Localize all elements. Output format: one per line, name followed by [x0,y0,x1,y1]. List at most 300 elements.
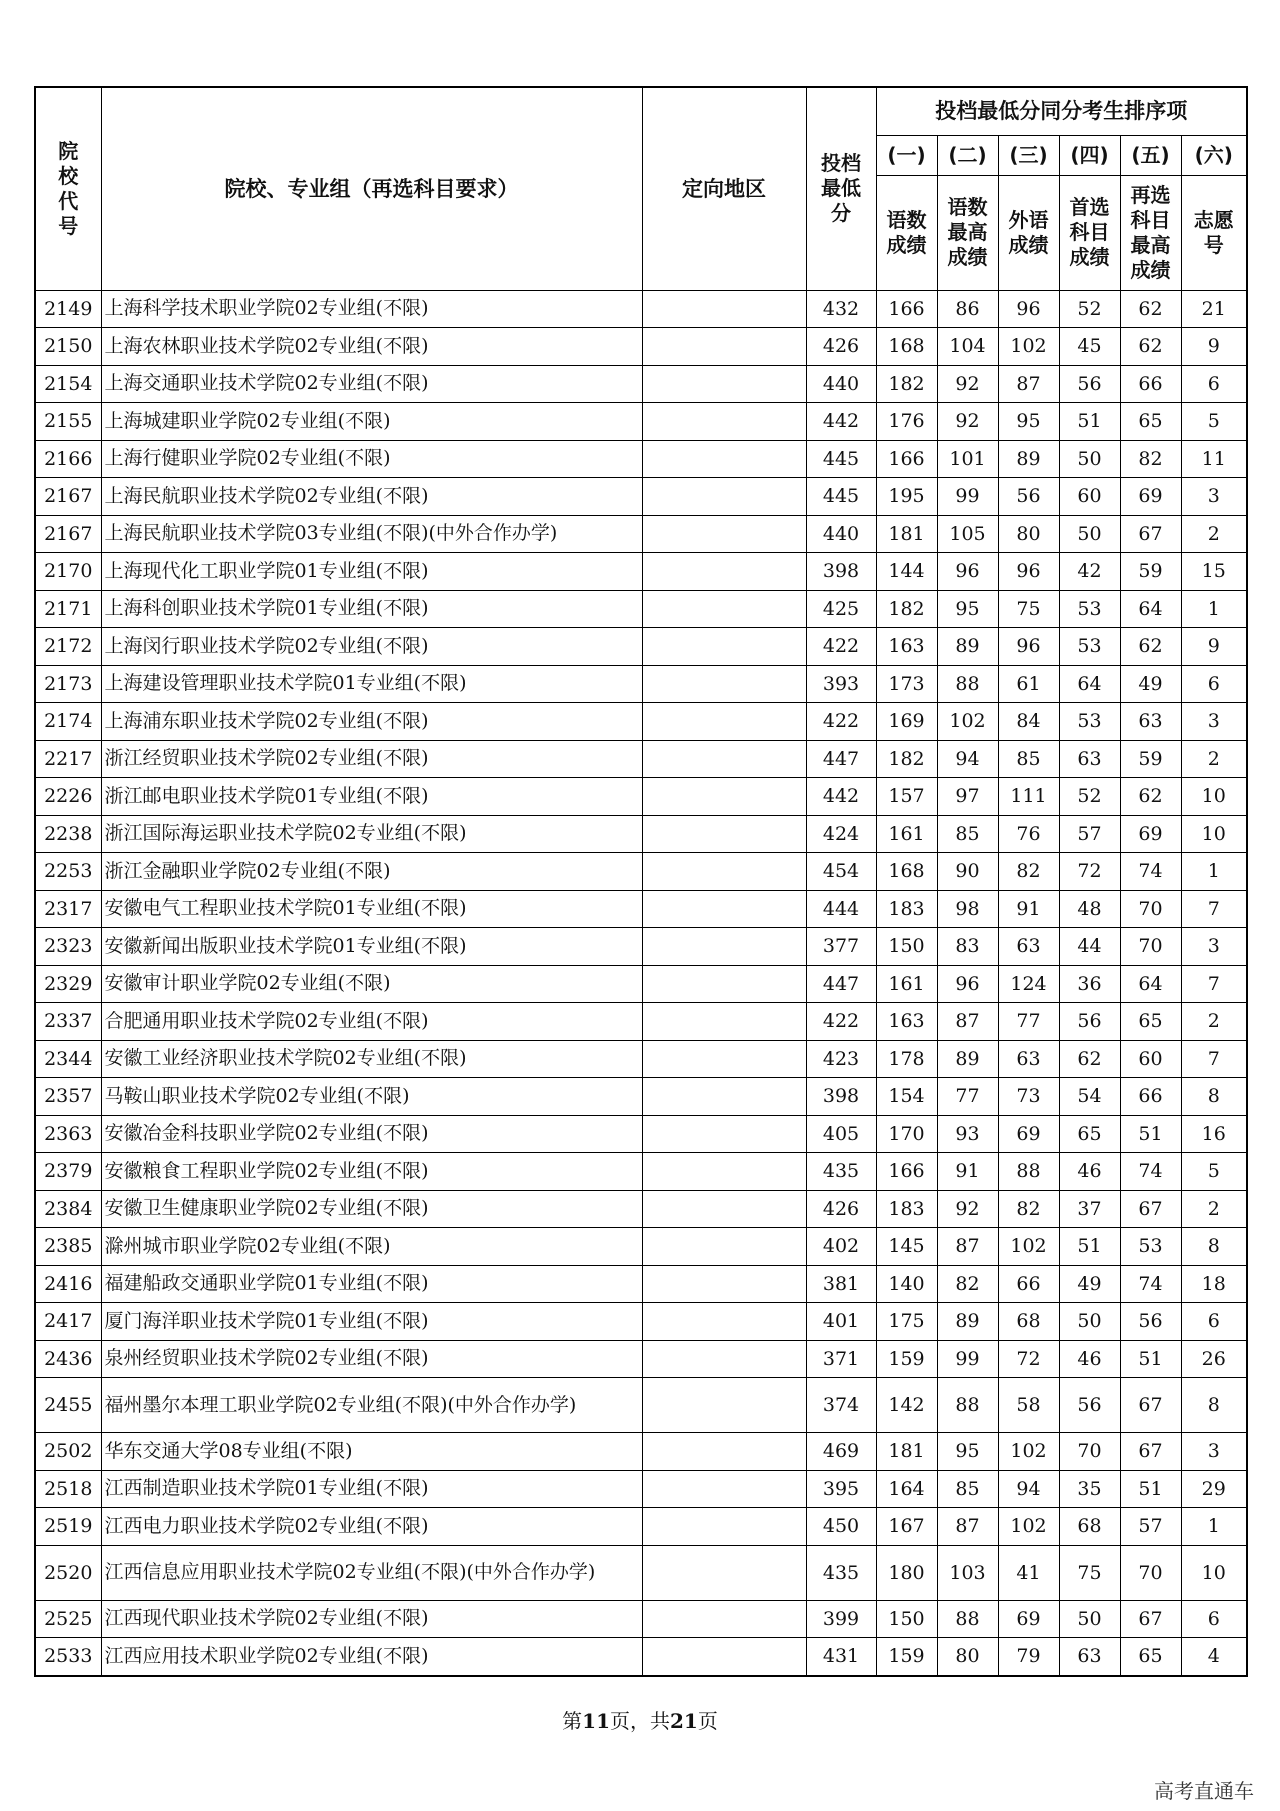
cell-sort-2: 95 [937,590,998,628]
footer-mid: 页，共 [610,1709,670,1733]
cell-sort-6: 3 [1181,703,1247,741]
header-sort-number: (六) [1181,135,1247,175]
cell-sort-1: 163 [876,628,937,666]
table-row [35,665,1247,703]
cell-region [642,965,806,1003]
cell-sort-5: 49 [1120,665,1181,703]
table-row [35,628,1247,666]
cell-school-group: 福州墨尔本理工职业学院02专业组(不限)(中外合作办学) [101,1378,642,1433]
cell-school-group: 上海现代化工职业学院01专业组(不限) [101,553,642,591]
cell-sort-3: 96 [998,553,1059,591]
cell-sort-2: 90 [937,853,998,891]
cell-min-score: 440 [806,515,876,553]
cell-school-group: 泉州经贸职业技术学院02专业组(不限) [101,1340,642,1378]
cell-school-code: 2170 [35,553,101,591]
cell-min-score: 423 [806,1040,876,1078]
cell-sort-6: 15 [1181,553,1247,591]
header-school-group: 院校、专业组（再选科目要求） [101,87,642,290]
cell-sort-5: 53 [1120,1228,1181,1266]
cell-sort-1: 142 [876,1378,937,1433]
cell-sort-1: 154 [876,1078,937,1116]
cell-sort-1: 163 [876,1003,937,1041]
cell-sort-3: 82 [998,853,1059,891]
cell-min-score: 422 [806,628,876,666]
cell-sort-1: 183 [876,890,937,928]
cell-sort-3: 61 [998,665,1059,703]
header-sort-number: (一) [876,135,937,175]
cell-sort-6: 7 [1181,965,1247,1003]
cell-sort-4: 46 [1059,1340,1120,1378]
cell-sort-3: 69 [998,1600,1059,1638]
table-row [35,1433,1247,1471]
cell-region [642,1600,806,1638]
cell-school-code: 2379 [35,1153,101,1191]
header-sort-label: 志愿号 [1181,175,1247,290]
cell-sort-1: 178 [876,1040,937,1078]
cell-sort-2: 99 [937,478,998,516]
cell-sort-1: 164 [876,1470,937,1508]
cell-min-score: 425 [806,590,876,628]
cell-sort-4: 45 [1059,328,1120,366]
header-sort-number: (三) [998,135,1059,175]
cell-sort-3: 75 [998,590,1059,628]
cell-sort-3: 124 [998,965,1059,1003]
cell-school-code: 2167 [35,515,101,553]
cell-sort-6: 10 [1181,1545,1247,1600]
table-row [35,1003,1247,1041]
cell-school-code: 2525 [35,1600,101,1638]
cell-sort-5: 74 [1120,1265,1181,1303]
cell-sort-5: 66 [1120,365,1181,403]
cell-sort-5: 65 [1120,1638,1181,1676]
cell-region [642,1265,806,1303]
cell-school-group: 合肥通用职业技术学院02专业组(不限) [101,1003,642,1041]
cell-sort-2: 86 [937,290,998,328]
cell-region [642,1378,806,1433]
cell-min-score: 435 [806,1545,876,1600]
cell-school-group: 安徽粮食工程职业学院02专业组(不限) [101,1153,642,1191]
cell-school-group: 上海行健职业学院02专业组(不限) [101,440,642,478]
cell-region [642,1433,806,1471]
header-sort-number: (二) [937,135,998,175]
cell-sort-2: 98 [937,890,998,928]
cell-sort-4: 51 [1059,403,1120,441]
cell-sort-3: 91 [998,890,1059,928]
cell-school-group: 滁州城市职业学院02专业组(不限) [101,1228,642,1266]
cell-sort-2: 87 [937,1228,998,1266]
table-row [35,290,1247,328]
cell-sort-6: 7 [1181,890,1247,928]
cell-school-group: 上海城建职业学院02专业组(不限) [101,403,642,441]
cell-sort-1: 182 [876,740,937,778]
header-sort-label: 外语成绩 [998,175,1059,290]
cell-min-score: 405 [806,1115,876,1153]
cell-sort-1: 181 [876,1433,937,1471]
cell-school-group: 江西电力职业技术学院02专业组(不限) [101,1508,642,1546]
cell-sort-6: 1 [1181,1508,1247,1546]
cell-sort-4: 72 [1059,853,1120,891]
cell-sort-6: 10 [1181,815,1247,853]
cell-sort-1: 173 [876,665,937,703]
cell-school-group: 浙江经贸职业技术学院02专业组(不限) [101,740,642,778]
cell-sort-6: 21 [1181,290,1247,328]
cell-sort-6: 6 [1181,1600,1247,1638]
cell-sort-3: 68 [998,1303,1059,1341]
cell-region [642,1228,806,1266]
cell-sort-4: 75 [1059,1545,1120,1600]
cell-sort-4: 57 [1059,815,1120,853]
cell-region [642,703,806,741]
cell-region [642,1303,806,1341]
cell-school-code: 2520 [35,1545,101,1600]
cell-school-code: 2166 [35,440,101,478]
header-sort-number: (五) [1120,135,1181,175]
cell-region [642,853,806,891]
cell-sort-2: 85 [937,1470,998,1508]
header-sort-title: 投档最低分同分考生排序项 [876,87,1247,135]
table-row [35,440,1247,478]
cell-sort-6: 5 [1181,403,1247,441]
cell-sort-2: 88 [937,1378,998,1433]
cell-school-group: 江西信息应用职业技术学院02专业组(不限)(中外合作办学) [101,1545,642,1600]
cell-school-code: 2154 [35,365,101,403]
table-row [35,1303,1247,1341]
cell-sort-1: 181 [876,515,937,553]
cell-sort-4: 51 [1059,1228,1120,1266]
cell-sort-5: 65 [1120,403,1181,441]
cell-school-group: 福建船政交通职业学院01专业组(不限) [101,1265,642,1303]
cell-min-score: 424 [806,815,876,853]
cell-sort-2: 99 [937,1340,998,1378]
cell-sort-6: 16 [1181,1115,1247,1153]
cell-sort-5: 62 [1120,628,1181,666]
cell-school-group: 安徽电气工程职业技术学院01专业组(不限) [101,890,642,928]
cell-sort-1: 166 [876,440,937,478]
cell-region [642,665,806,703]
cell-sort-3: 63 [998,928,1059,966]
cell-school-code: 2337 [35,1003,101,1041]
cell-min-score: 435 [806,1153,876,1191]
cell-sort-2: 87 [937,1003,998,1041]
cell-region [642,740,806,778]
cell-school-group: 安徽审计职业学院02专业组(不限) [101,965,642,1003]
cell-sort-5: 66 [1120,1078,1181,1116]
cell-sort-2: 83 [937,928,998,966]
cell-sort-3: 88 [998,1153,1059,1191]
cell-school-code: 2417 [35,1303,101,1341]
cell-region [642,365,806,403]
cell-sort-5: 62 [1120,328,1181,366]
cell-sort-4: 54 [1059,1078,1120,1116]
cell-region [642,1003,806,1041]
table-row [35,1190,1247,1228]
cell-school-group: 上海浦东职业技术学院02专业组(不限) [101,703,642,741]
cell-sort-2: 80 [937,1638,998,1676]
cell-sort-1: 159 [876,1340,937,1378]
cell-region [642,628,806,666]
cell-sort-6: 1 [1181,853,1247,891]
cell-sort-3: 89 [998,440,1059,478]
cell-sort-5: 67 [1120,1378,1181,1433]
cell-school-group: 上海科学技术职业学院02专业组(不限) [101,290,642,328]
table-row [35,1545,1247,1600]
cell-sort-6: 5 [1181,1153,1247,1191]
header-school-code: 院校代号 [35,87,101,290]
cell-sort-3: 95 [998,403,1059,441]
cell-school-group: 江西现代职业技术学院02专业组(不限) [101,1600,642,1638]
cell-region [642,778,806,816]
cell-region [642,1545,806,1600]
table-row [35,478,1247,516]
table-row [35,1470,1247,1508]
cell-min-score: 422 [806,1003,876,1041]
cell-sort-3: 94 [998,1470,1059,1508]
cell-school-code: 2357 [35,1078,101,1116]
table-row [35,403,1247,441]
cell-sort-1: 168 [876,328,937,366]
cell-region [642,1470,806,1508]
footer-page-number: 11 [582,1709,610,1733]
cell-school-group: 上海交通职业技术学院02专业组(不限) [101,365,642,403]
cell-min-score: 371 [806,1340,876,1378]
table-row [35,778,1247,816]
cell-sort-1: 195 [876,478,937,516]
cell-school-code: 2172 [35,628,101,666]
cell-sort-1: 161 [876,815,937,853]
header-sort-number: (四) [1059,135,1120,175]
footer-suffix: 页 [697,1709,718,1733]
cell-sort-5: 56 [1120,1303,1181,1341]
cell-sort-6: 9 [1181,328,1247,366]
table-row [35,1600,1247,1638]
cell-sort-2: 101 [937,440,998,478]
cell-sort-6: 11 [1181,440,1247,478]
cell-min-score: 426 [806,328,876,366]
cell-sort-6: 18 [1181,1265,1247,1303]
cell-sort-1: 176 [876,403,937,441]
cell-sort-2: 89 [937,628,998,666]
cell-sort-5: 67 [1120,515,1181,553]
cell-sort-4: 48 [1059,890,1120,928]
cell-region [642,515,806,553]
cell-sort-2: 92 [937,403,998,441]
table-row [35,1115,1247,1153]
cell-region [642,440,806,478]
table-row [35,890,1247,928]
cell-min-score: 426 [806,1190,876,1228]
cell-school-group: 浙江国际海运职业技术学院02专业组(不限) [101,815,642,853]
cell-sort-3: 102 [998,1433,1059,1471]
cell-region [642,1115,806,1153]
cell-school-code: 2171 [35,590,101,628]
cell-sort-2: 82 [937,1265,998,1303]
cell-sort-5: 67 [1120,1433,1181,1471]
table-row [35,965,1247,1003]
cell-school-code: 2253 [35,853,101,891]
cell-sort-1: 180 [876,1545,937,1600]
cell-sort-6: 9 [1181,628,1247,666]
cell-school-code: 2323 [35,928,101,966]
cell-sort-5: 62 [1120,290,1181,328]
cell-school-group: 浙江邮电职业技术学院01专业组(不限) [101,778,642,816]
cell-sort-4: 46 [1059,1153,1120,1191]
cell-sort-5: 64 [1120,590,1181,628]
cell-sort-4: 50 [1059,1303,1120,1341]
cell-sort-3: 58 [998,1378,1059,1433]
cell-school-group: 江西制造职业技术学院01专业组(不限) [101,1470,642,1508]
cell-sort-2: 95 [937,1433,998,1471]
cell-sort-3: 41 [998,1545,1059,1600]
cell-region [642,1508,806,1546]
cell-school-code: 2533 [35,1638,101,1676]
cell-sort-6: 6 [1181,665,1247,703]
cell-sort-4: 65 [1059,1115,1120,1153]
cell-min-score: 469 [806,1433,876,1471]
cell-min-score: 395 [806,1470,876,1508]
header-sort-label: 再选科目最高成绩 [1120,175,1181,290]
cell-school-code: 2502 [35,1433,101,1471]
cell-sort-3: 69 [998,1115,1059,1153]
cell-min-score: 444 [806,890,876,928]
cell-sort-5: 51 [1120,1470,1181,1508]
cell-sort-6: 2 [1181,1003,1247,1041]
cell-sort-6: 10 [1181,778,1247,816]
cell-sort-3: 102 [998,1228,1059,1266]
cell-sort-3: 66 [998,1265,1059,1303]
cell-sort-4: 60 [1059,478,1120,516]
cell-sort-1: 170 [876,1115,937,1153]
cell-region [642,478,806,516]
table-body [35,290,1247,1676]
table-row [35,1378,1247,1433]
table-row [35,1265,1247,1303]
cell-sort-6: 6 [1181,365,1247,403]
cell-min-score: 398 [806,553,876,591]
cell-sort-4: 56 [1059,365,1120,403]
cell-sort-5: 67 [1120,1190,1181,1228]
table-row [35,1153,1247,1191]
header-sort-label: 语数成绩 [876,175,937,290]
cell-sort-6: 7 [1181,1040,1247,1078]
cell-sort-3: 102 [998,1508,1059,1546]
cell-min-score: 381 [806,1265,876,1303]
cell-sort-2: 91 [937,1153,998,1191]
cell-school-code: 2155 [35,403,101,441]
cell-sort-6: 4 [1181,1638,1247,1676]
cell-sort-2: 92 [937,1190,998,1228]
cell-school-group: 马鞍山职业技术学院02专业组(不限) [101,1078,642,1116]
cell-sort-1: 183 [876,1190,937,1228]
cell-sort-4: 63 [1059,740,1120,778]
cell-region [642,890,806,928]
cell-sort-6: 3 [1181,1433,1247,1471]
cell-sort-5: 64 [1120,965,1181,1003]
cell-min-score: 401 [806,1303,876,1341]
footer-total-pages: 21 [670,1709,698,1733]
cell-region [642,328,806,366]
cell-sort-3: 102 [998,328,1059,366]
cell-sort-2: 104 [937,328,998,366]
cell-sort-6: 2 [1181,1190,1247,1228]
cell-school-code: 2173 [35,665,101,703]
cell-school-group: 华东交通大学08专业组(不限) [101,1433,642,1471]
cell-school-code: 2238 [35,815,101,853]
cell-school-code: 2363 [35,1115,101,1153]
cell-sort-5: 60 [1120,1040,1181,1078]
table-row [35,590,1247,628]
cell-sort-4: 44 [1059,928,1120,966]
table-row [35,515,1247,553]
cell-sort-4: 42 [1059,553,1120,591]
cell-sort-2: 94 [937,740,998,778]
cell-sort-3: 72 [998,1340,1059,1378]
cell-sort-4: 36 [1059,965,1120,1003]
cell-sort-6: 3 [1181,478,1247,516]
cell-min-score: 377 [806,928,876,966]
cell-sort-5: 70 [1120,890,1181,928]
cell-sort-6: 29 [1181,1470,1247,1508]
cell-sort-1: 161 [876,965,937,1003]
cell-sort-5: 59 [1120,553,1181,591]
cell-sort-4: 37 [1059,1190,1120,1228]
cell-sort-2: 89 [937,1040,998,1078]
cell-sort-1: 150 [876,1600,937,1638]
cell-school-group: 上海建设管理职业技术学院01专业组(不限) [101,665,642,703]
cell-sort-2: 85 [937,815,998,853]
table-row [35,328,1247,366]
cell-sort-6: 26 [1181,1340,1247,1378]
cell-sort-2: 77 [937,1078,998,1116]
cell-sort-2: 96 [937,965,998,1003]
cell-sort-2: 105 [937,515,998,553]
cell-school-code: 2385 [35,1228,101,1266]
cell-sort-6: 8 [1181,1078,1247,1116]
cell-min-score: 447 [806,740,876,778]
cell-sort-6: 8 [1181,1378,1247,1433]
cell-min-score: 454 [806,853,876,891]
cell-school-code: 2167 [35,478,101,516]
cell-sort-5: 69 [1120,478,1181,516]
cell-sort-3: 73 [998,1078,1059,1116]
cell-sort-5: 74 [1120,853,1181,891]
cell-sort-6: 8 [1181,1228,1247,1266]
cell-min-score: 374 [806,1378,876,1433]
cell-school-group: 上海民航职业技术学院02专业组(不限) [101,478,642,516]
cell-school-code: 2329 [35,965,101,1003]
cell-min-score: 432 [806,290,876,328]
cell-sort-1: 166 [876,290,937,328]
header-sort-label: 语数最高成绩 [937,175,998,290]
cell-sort-4: 53 [1059,590,1120,628]
cell-sort-6: 2 [1181,740,1247,778]
cell-sort-5: 51 [1120,1115,1181,1153]
cell-sort-6: 1 [1181,590,1247,628]
table-row [35,1340,1247,1378]
cell-sort-3: 80 [998,515,1059,553]
footer-prefix: 第 [562,1709,583,1733]
cell-sort-4: 53 [1059,628,1120,666]
page-footer [0,1705,1280,1734]
cell-min-score: 442 [806,778,876,816]
cell-region [642,403,806,441]
cell-sort-3: 111 [998,778,1059,816]
cell-school-group: 厦门海洋职业技术学院01专业组(不限) [101,1303,642,1341]
cell-school-group: 上海科创职业技术学院01专业组(不限) [101,590,642,628]
cell-min-score: 442 [806,403,876,441]
cell-school-code: 2150 [35,328,101,366]
table-row [35,553,1247,591]
cell-sort-4: 56 [1059,1378,1120,1433]
